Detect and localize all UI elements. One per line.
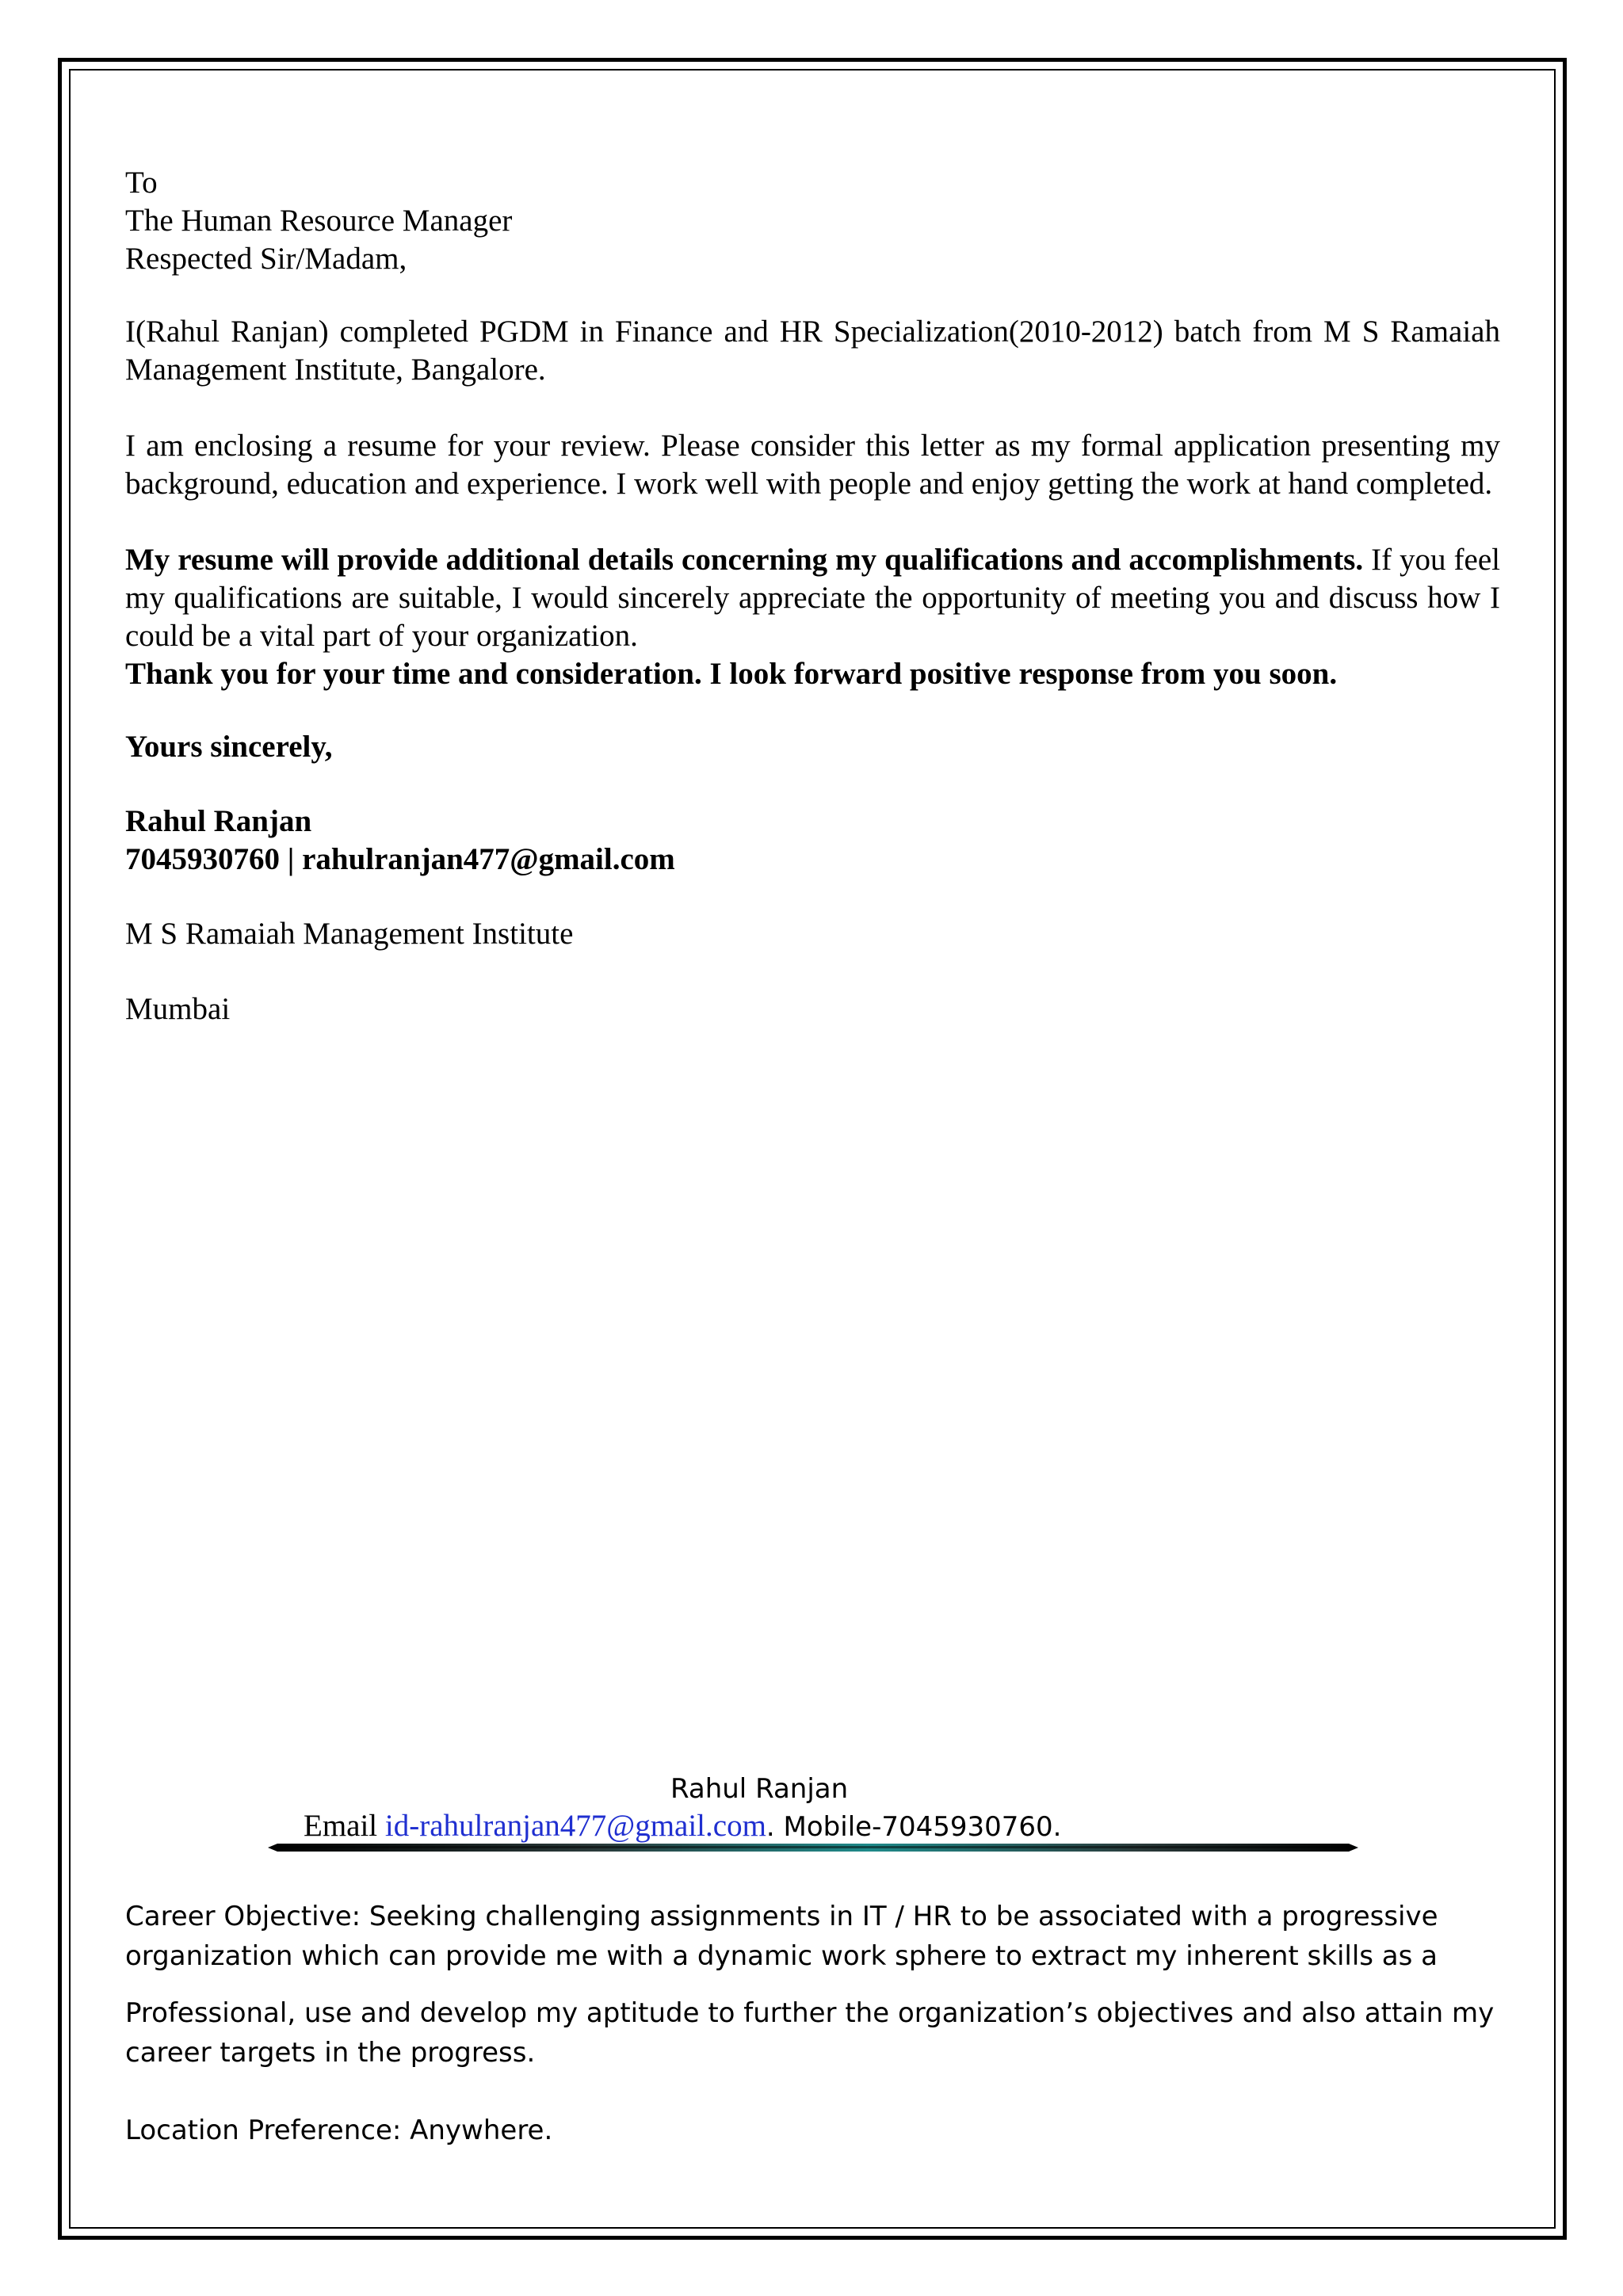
signature-name: Rahul Ranjan (125, 804, 312, 838)
career-objective-line-2: organization which can provide me with a dynamic work sphere to extract my inherent skills as a (125, 1940, 1438, 1972)
qualifications-rest: If you feel my qualifications are suitable, I would sincerely appreciate the opportunity of meeting you and discuss how I could be a vital part of your organization. (125, 543, 1500, 653)
letter-recipient: The Human Resource Manager (125, 204, 513, 238)
qualifications-bold-sentence: My resume will provide additional details concerning my qualifications and accomplishments. (125, 543, 1364, 577)
letter-to: To (125, 166, 158, 200)
signature-contact: 7045930760 | rahulranjan477@gmail.com (125, 842, 675, 876)
letter-closing: Yours sincerely, (125, 730, 333, 764)
mobile-text: . Mobile-7045930760. (766, 1811, 1062, 1843)
email-link[interactable]: id-rahulranjan477@gmail.com (384, 1809, 766, 1843)
letter-city: Mumbai (125, 992, 231, 1026)
career-objective-line-1: Career Objective: Seeking challenging assignments in IT / HR to be associated with a progressive (125, 1901, 1438, 1932)
career-objective-line-4: career targets in the progress. (125, 2037, 536, 2069)
letter-paragraph-application: I am enclosing a resume for your review. Please consider this letter as my formal application presenting my background, education and experience. I work well with people and enjoy getting the work at hand completed. (125, 429, 1500, 501)
header-divider (268, 1842, 1358, 1853)
email-label: Email (304, 1809, 385, 1843)
letter-institute: M S Ramaiah Management Institute (125, 917, 574, 951)
resume-name: Rahul Ranjan (670, 1773, 849, 1805)
letter-thanks: Thank you for your time and consideration. I look forward positive response from you soon. (125, 657, 1338, 691)
letter-paragraph-qualifications (125, 541, 1500, 655)
letter-salutation: Respected Sir/Madam, (125, 242, 407, 276)
career-objective-line-3: Professional, use and develop my aptitude to further the organization’s objectives and also attain my (125, 1997, 1495, 2029)
letter-paragraph-education: I(Rahul Ranjan) completed PGDM in Finance and HR Specialization(2010-2012) batch from M S Ramaiah Management Institute, Bangalore. (125, 315, 1500, 387)
location-preference: Location Preference: Anywhere. (125, 2115, 553, 2146)
